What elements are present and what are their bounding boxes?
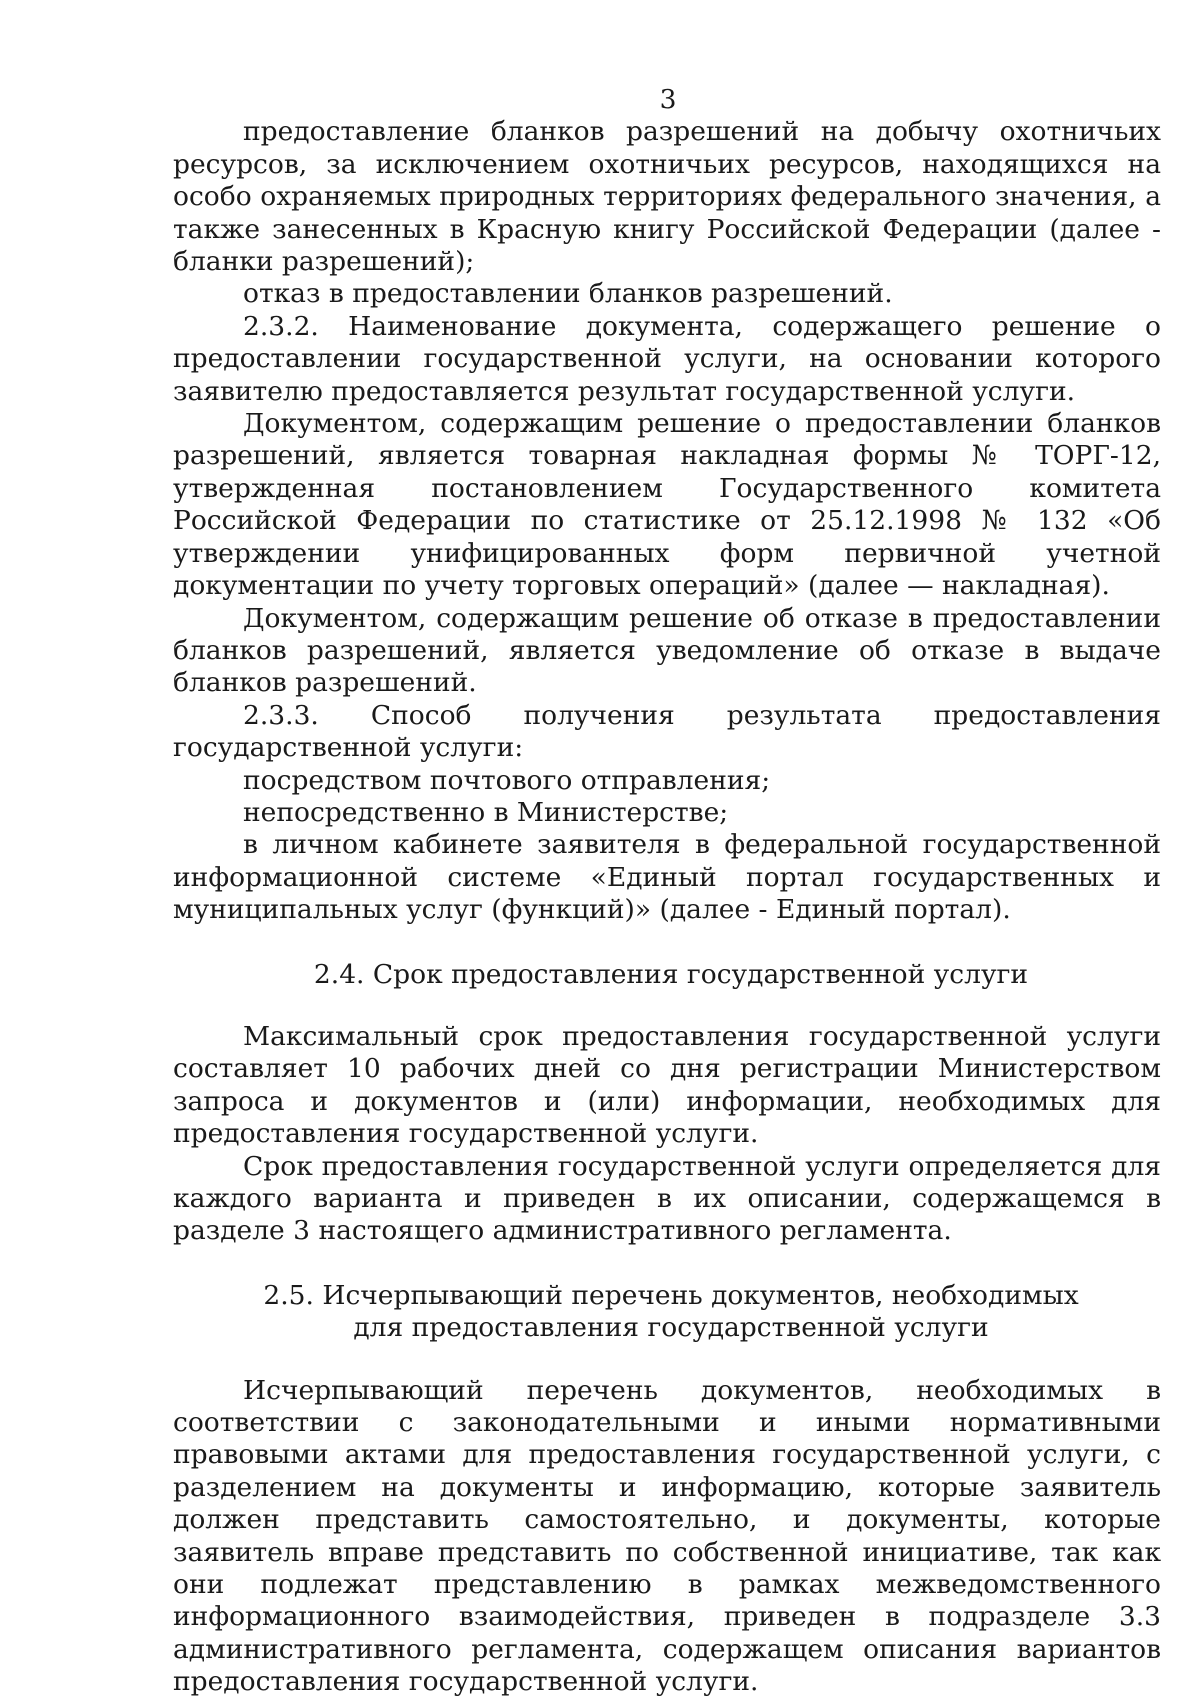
- section-heading: для предоставления государственной услуги: [353, 1312, 989, 1344]
- paragraph: 2.3.3. Способ получения результата предоставления государственной услуги:: [173, 699, 1161, 764]
- paragraph: посредством почтового отправления;: [243, 764, 771, 796]
- section-heading: 2.5. Исчерпывающий перечень документов, необходимых: [263, 1279, 1079, 1311]
- paragraph: Документом, содержащим решение об отказе в предоставлении бланков разрешений, является уведомление об отказе в выдаче бланков разрешений.: [173, 602, 1161, 699]
- paragraph: предоставление бланков разрешений на добычу охотничьих ресурсов, за исключением охотничьих ресурсов, находящихся на особо охраняемых природных территориях федерального значения, а также занесенных в Красную книгу Российской Федерации (далее - бланки разрешений);: [173, 116, 1161, 278]
- paragraph: отказ в предоставлении бланков разрешений.: [243, 278, 893, 310]
- section-heading: 2.4. Срок предоставления государственной услуги: [313, 958, 1029, 990]
- paragraph: Исчерпывающий перечень документов, необходимых в соответствии с законодательными и иными нормативными правовыми актами для предоставления государственной услуги, с разделением на документы и информацию, которые заявитель должен представить самостоятельно, и документы, которые заявитель вправе представить по собственной инициативе, так как они подлежат представлению в рамках межведомственного информационного взаимодействия, приведен в подразделе 3.3 административного регламента, содержащем описания вариантов предоставления государственной услуги.: [173, 1374, 1161, 1698]
- paragraph: Документом, содержащим решение о предоставлении бланков разрешений, является товарная накладная формы № ТОРГ-12, утвержденная постановлением Государственного комитета Российской Федерации по статистике от 25.12.1998 № 132 «Об утверждении унифицированных форм первичной учетной документации по учету торговых операций» (далее — накладная).: [173, 408, 1161, 602]
- paragraph: Максимальный срок предоставления государственной услуги составляет 10 рабочих дней со дня регистрации Министерством запроса и документов и (или) информации, необходимых для предоставления государственной услуги.: [173, 1020, 1161, 1150]
- paragraph: 2.3.2. Наименование документа, содержащего решение о предоставлении государственной услуги, на основании которого заявителю предоставляется результат государственной услуги.: [173, 310, 1161, 407]
- paragraph: Срок предоставления государственной услуги определяется для каждого варианта и приведен в их описании, содержащемся в разделе 3 настоящего административного регламента.: [173, 1150, 1161, 1247]
- paragraph: непосредственно в Министерстве;: [243, 796, 729, 828]
- paragraph: в личном кабинете заявителя в федеральной государственной информационной системе «Единый портал государственных и муниципальных услуг (функций)» (далее - Единый портал).: [173, 829, 1161, 926]
- document-body: [173, 84, 1161, 1699]
- page-number: 3: [659, 84, 677, 115]
